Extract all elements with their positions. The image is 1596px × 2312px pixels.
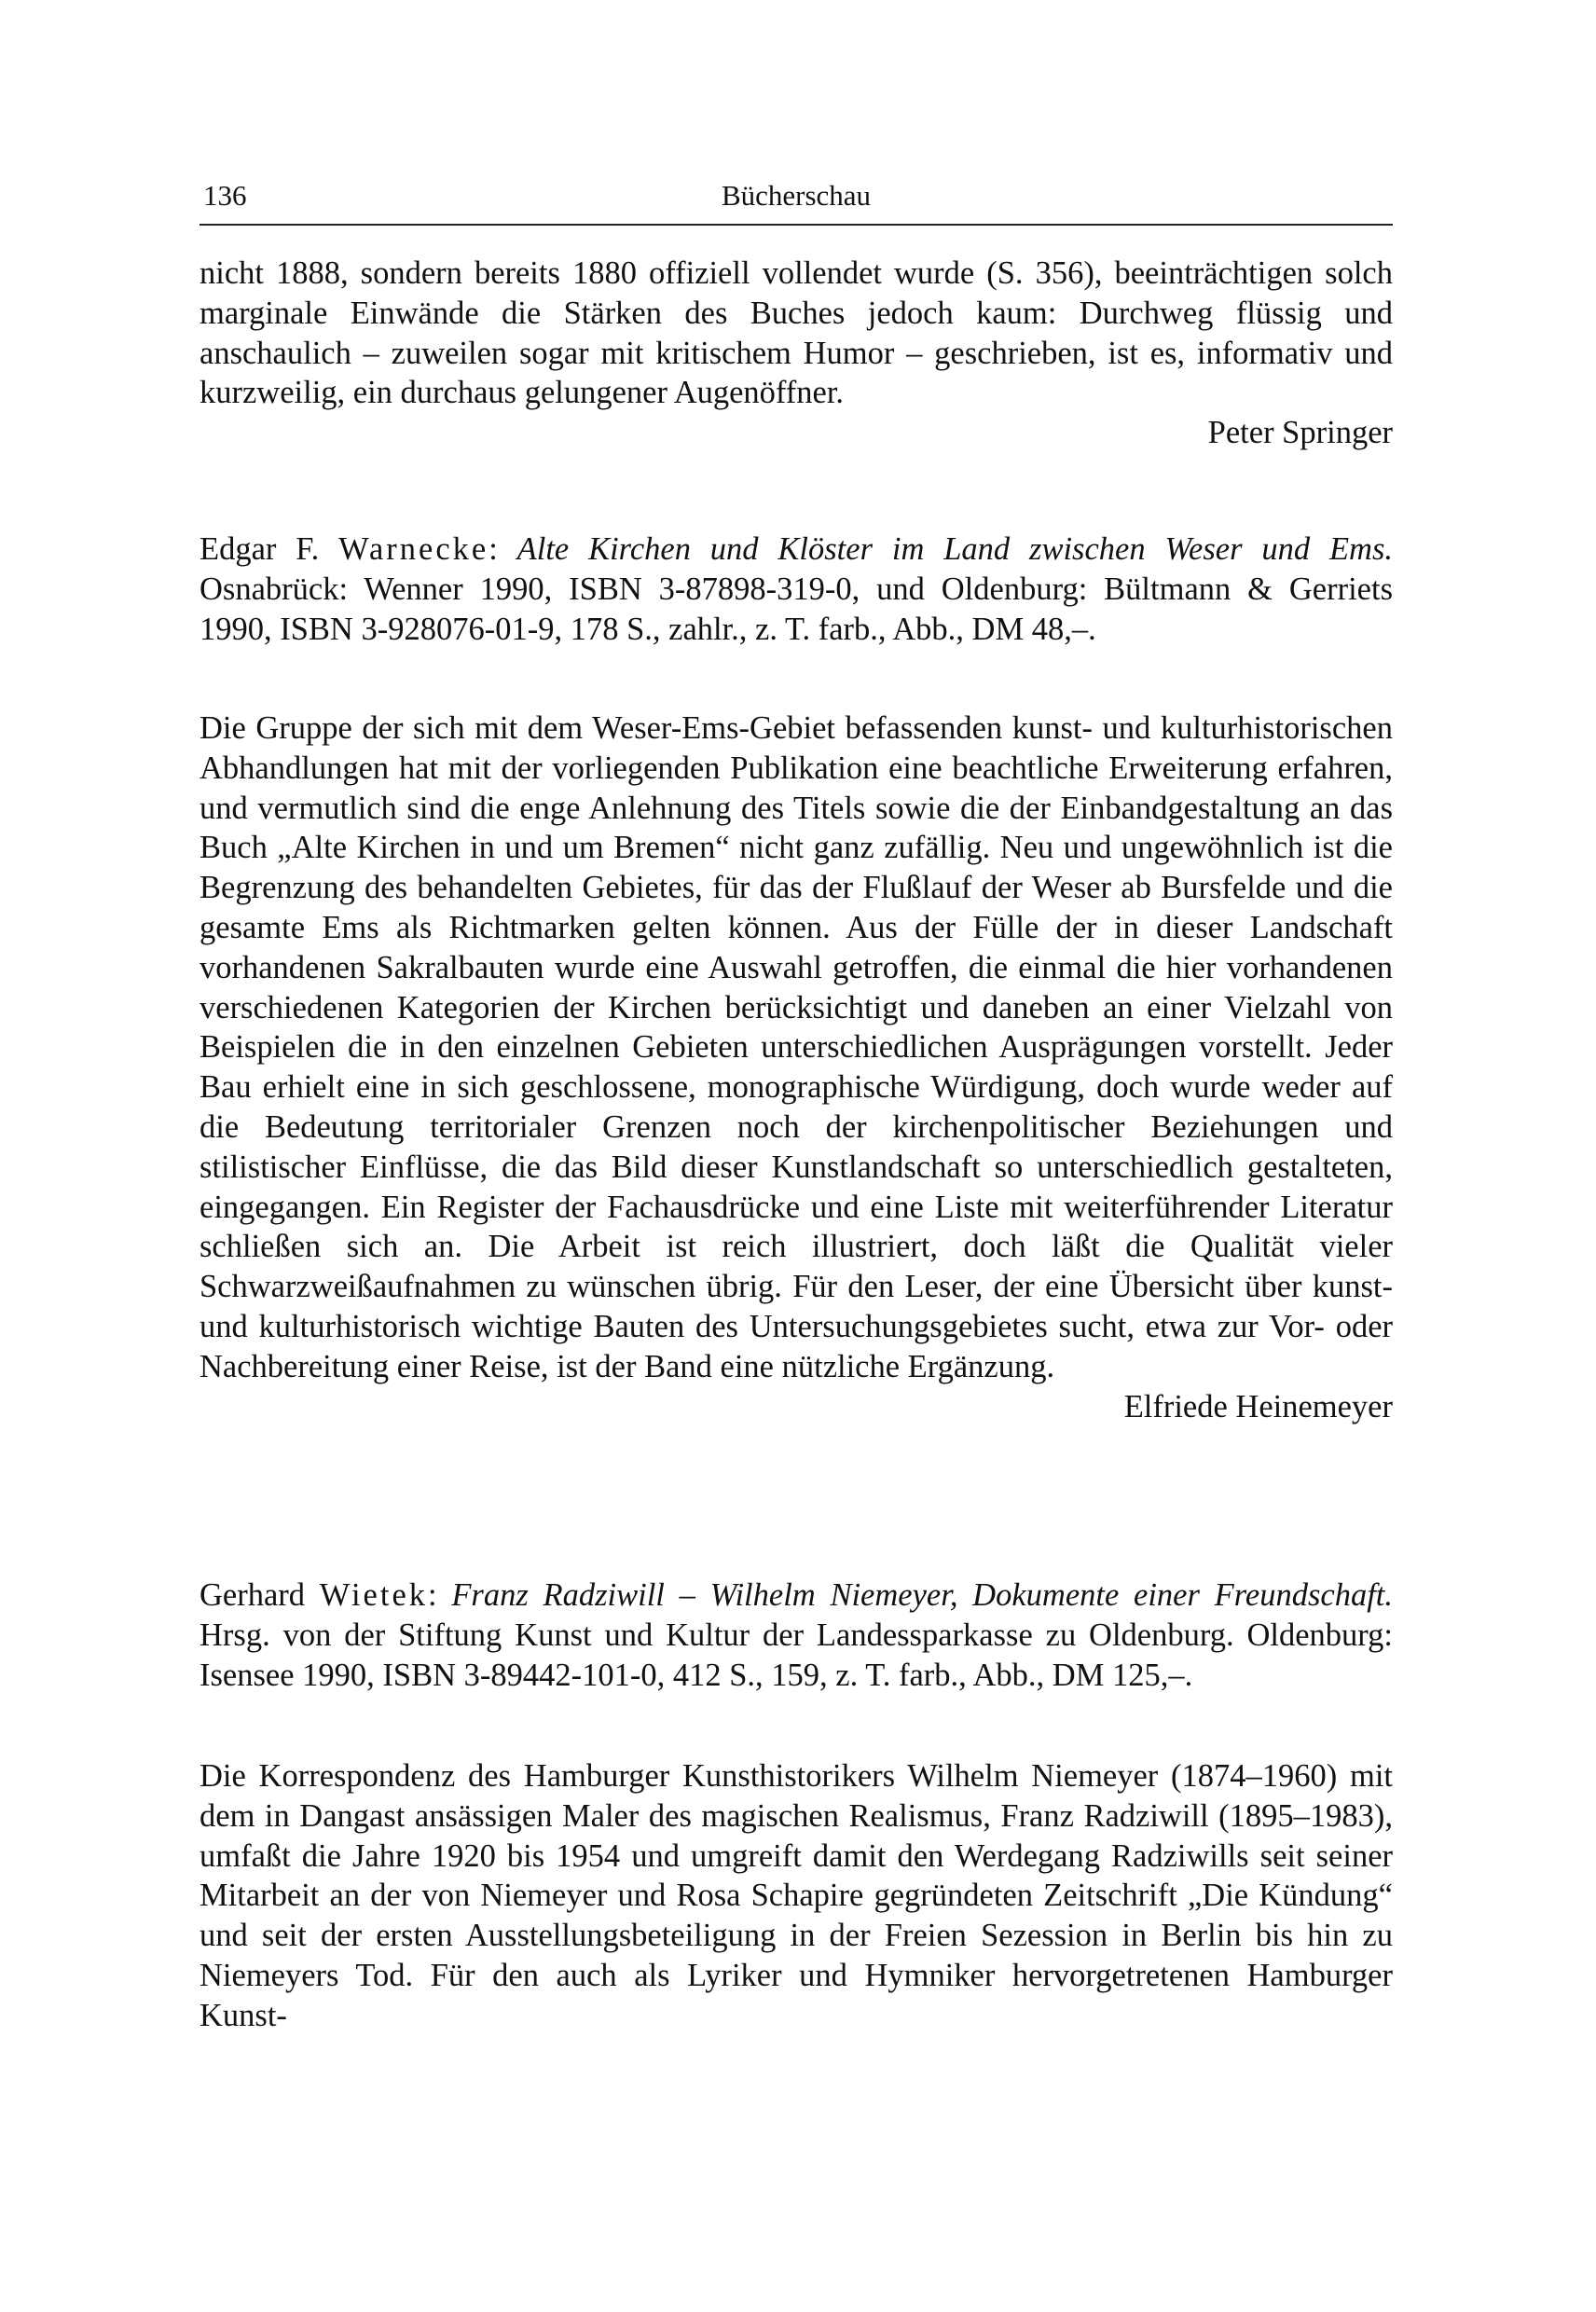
bibliographic-entry-text [200, 530, 1393, 649]
bibliographic-entry [200, 530, 1393, 649]
bibliographic-entry [200, 1576, 1393, 1695]
reviewer-signature: Elfriede Heinemeyer [1123, 1388, 1393, 1424]
document-page [200, 0, 1393, 2312]
continuation-section [200, 254, 1393, 453]
review-paragraph: Die Gruppe der sich mit dem Weser-Ems-Gebiet befassenden kunst- und kulturhistorischen Abhandlungen hat mit der vorliegenden Publikation eine beachtliche Erweiterung erfahren, und vermutlich sind die enge Anlehnung des Titels sowie die der Einbandgestaltung an das Buch „Alte Kirchen in und um Bremen“ nicht ganz zufällig. Neu und ungewöhnlich ist die Begrenzung des behandelten Gebietes, für das der Flußlauf der Weser ab Bursfelde und die gesamte Ems als Richtmarken gelten können. Aus der Fülle der in dieser Landschaft vorhandenen Sakralbauten wurde eine Auswahl getroffen, die einmal die hier vorhandenen verschiedenen Kategorien der Kirchen berücksichtigt und daneben an einer Vielzahl von Beispielen die in den einzelnen Gebieten unterschiedlichen Ausprägungen vorstellt. Jeder Bau erhielt eine in sich geschlossene, monographische Würdigung, doch wurde weder auf die Bedeutung territorialer Grenzen noch der kirchenpolitischer Beziehungen und stilistischer Einflüsse, die das Bild dieser Kunstlandschaft so unterschiedlich gestalteten, eingegangen. Ein Register der Fachausdrücke und eine Liste mit weiterführender Literatur schließen sich an. Die Arbeit ist reich illustriert, doch läßt die Qualität vieler Schwarzweißaufnahmen zu wünschen übrig. Für den Leser, der eine Übersicht über kunst- und kulturhistorisch wichtige Bauten des Untersuchungsgebietes sucht, etwa zur Vor- oder Nachbereitung einer Reise, ist der Band eine nützliche Ergänzung. [200, 710, 1393, 1384]
review-paragraph: Die Korrespondenz des Hamburger Kunsthistorikers Wilhelm Niemeyer (1874–1960) mit dem in Dangast ansässigen Maler des magischen Realismus, Franz Radziwill (1895–1983), umfaßt die Jahre 1920 bis 1954 und umgreift damit den Werdegang Radziwills seit seiner Mitarbeit an der von Niemeyer und Rosa Schapire gegründeten Zeitschrift „Die Kündung“ und seit der ersten Ausstellungsbeteiligung in der Freien Sezession in Berlin bis hin zu Niemeyers Tod. Für den auch als Lyriker und Hymniker hervorgetretenen Hamburger Kunst- [200, 1758, 1393, 2033]
running-title: Bücherschau [721, 179, 872, 212]
running-head [200, 173, 1393, 218]
bibliographic-entry-text [200, 1576, 1393, 1695]
reviewer-signature: Peter Springer [1207, 415, 1393, 451]
author-separator: : [488, 531, 498, 567]
book-title: Alte Kirchen und Klöster im Land zwischen Weser und Ems. [516, 531, 1394, 567]
review-section [200, 709, 1393, 1426]
author-given-name: Edgar F. [200, 531, 320, 567]
header-rule [200, 224, 1393, 226]
review-section [200, 1756, 1393, 2036]
author-separator: : [428, 1577, 437, 1613]
author-surname: Wietek [319, 1577, 429, 1613]
continuation-paragraph: nicht 1888, sondern bereits 1880 offiziell vollendet wurde (S. 356), beeinträchtigen solch marginale Einwände die Stärken des Buches jedoch kaum: Durchweg flüssig und anschaulich – zuweilen sogar mit kritischem Humor – geschrieben, ist es, informativ und kurzweilig, ein durchaus gelungener Augenöffner. [200, 255, 1393, 411]
book-title: Franz Radziwill – Wilhelm Niemeyer, Dokumente einer Freundschaft. [451, 1577, 1393, 1613]
publication-details: Osnabrück: Wenner 1990, ISBN 3-87898-319-0, und Oldenburg: Bültmann & Gerriets 1990, ISBN 3-928076-01-9, 178 S., zahlr., z. T. farb., Abb., DM 48,–. [200, 571, 1393, 647]
publication-details: Hrsg. von der Stiftung Kunst und Kultur der Landessparkasse zu Oldenburg. Oldenburg: Isensee 1990, ISBN 3-89442-101-0, 412 S., 159, z. T. farb., Abb., DM 125,–. [200, 1617, 1393, 1693]
author-given-name: Gerhard [200, 1577, 306, 1613]
author-surname: Warnecke [338, 531, 489, 567]
page-number: 136 [203, 179, 247, 212]
